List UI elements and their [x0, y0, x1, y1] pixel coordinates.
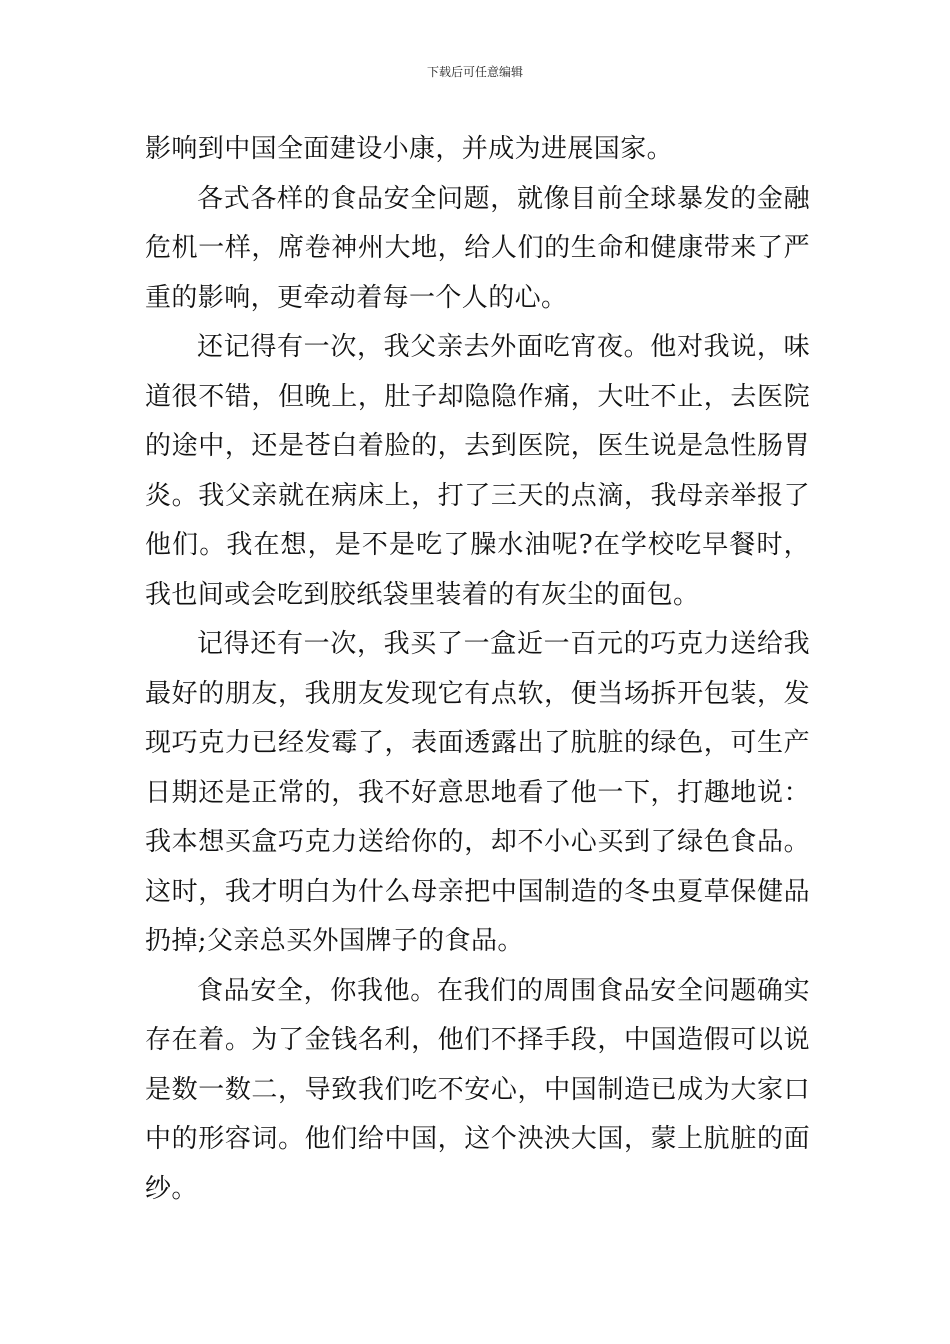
paragraph-2: 各式各样的食品安全问题，就像目前全球暴发的金融危机一样，席卷神州大地，给人们的生命和健康带来了严重的影响，更牵动着每一个人的心。: [145, 183, 810, 313]
paragraph-5: 食品安全，你我他。在我们的周围食品安全问题确实存在着。为了金钱名利，他们不择手段，中国造假可以说是数一数二，导致我们吃不安心，中国制造已成为大家口中的形容词。他们给中国，这个泱泱大国，蒙上肮脏的面纱。: [145, 975, 810, 1204]
document-body: [145, 125, 810, 1214]
page-header-note: 下载后可任意编辑: [426, 65, 523, 79]
paragraph-3: 还记得有一次，我父亲去外面吃宵夜。他对我说，味道很不错，但晚上，肚子却隐隐作痛，大吐不止，去医院的途中，还是苍白着脸的，去到医院，医生说是急性肠胃炎。我父亲就在病床上，打了三天的点滴，我母亲举报了他们。我在想，是不是吃了臊水油呢?在学校吃早餐时，我也间或会吃到胶纸袋里装着的有灰尘的面包。: [145, 332, 810, 610]
paragraph-4: 记得还有一次，我买了一盒近一百元的巧克力送给我最好的朋友，我朋友发现它有点软，便当场拆开包装，发现巧克力已经发霉了，表面透露出了肮脏的绿色，可生产日期还是正常的，我不好意思地看了他一下，打趣地说：我本想买盒巧克力送给你的，却不小心买到了绿色食品。这时，我才明白为什么母亲把中国制造的冬虫夏草保健品扔掉;父亲总买外国牌子的食品。: [145, 629, 810, 956]
paragraph-1: 影响到中国全面建设小康，并成为进展国家。: [145, 134, 674, 164]
